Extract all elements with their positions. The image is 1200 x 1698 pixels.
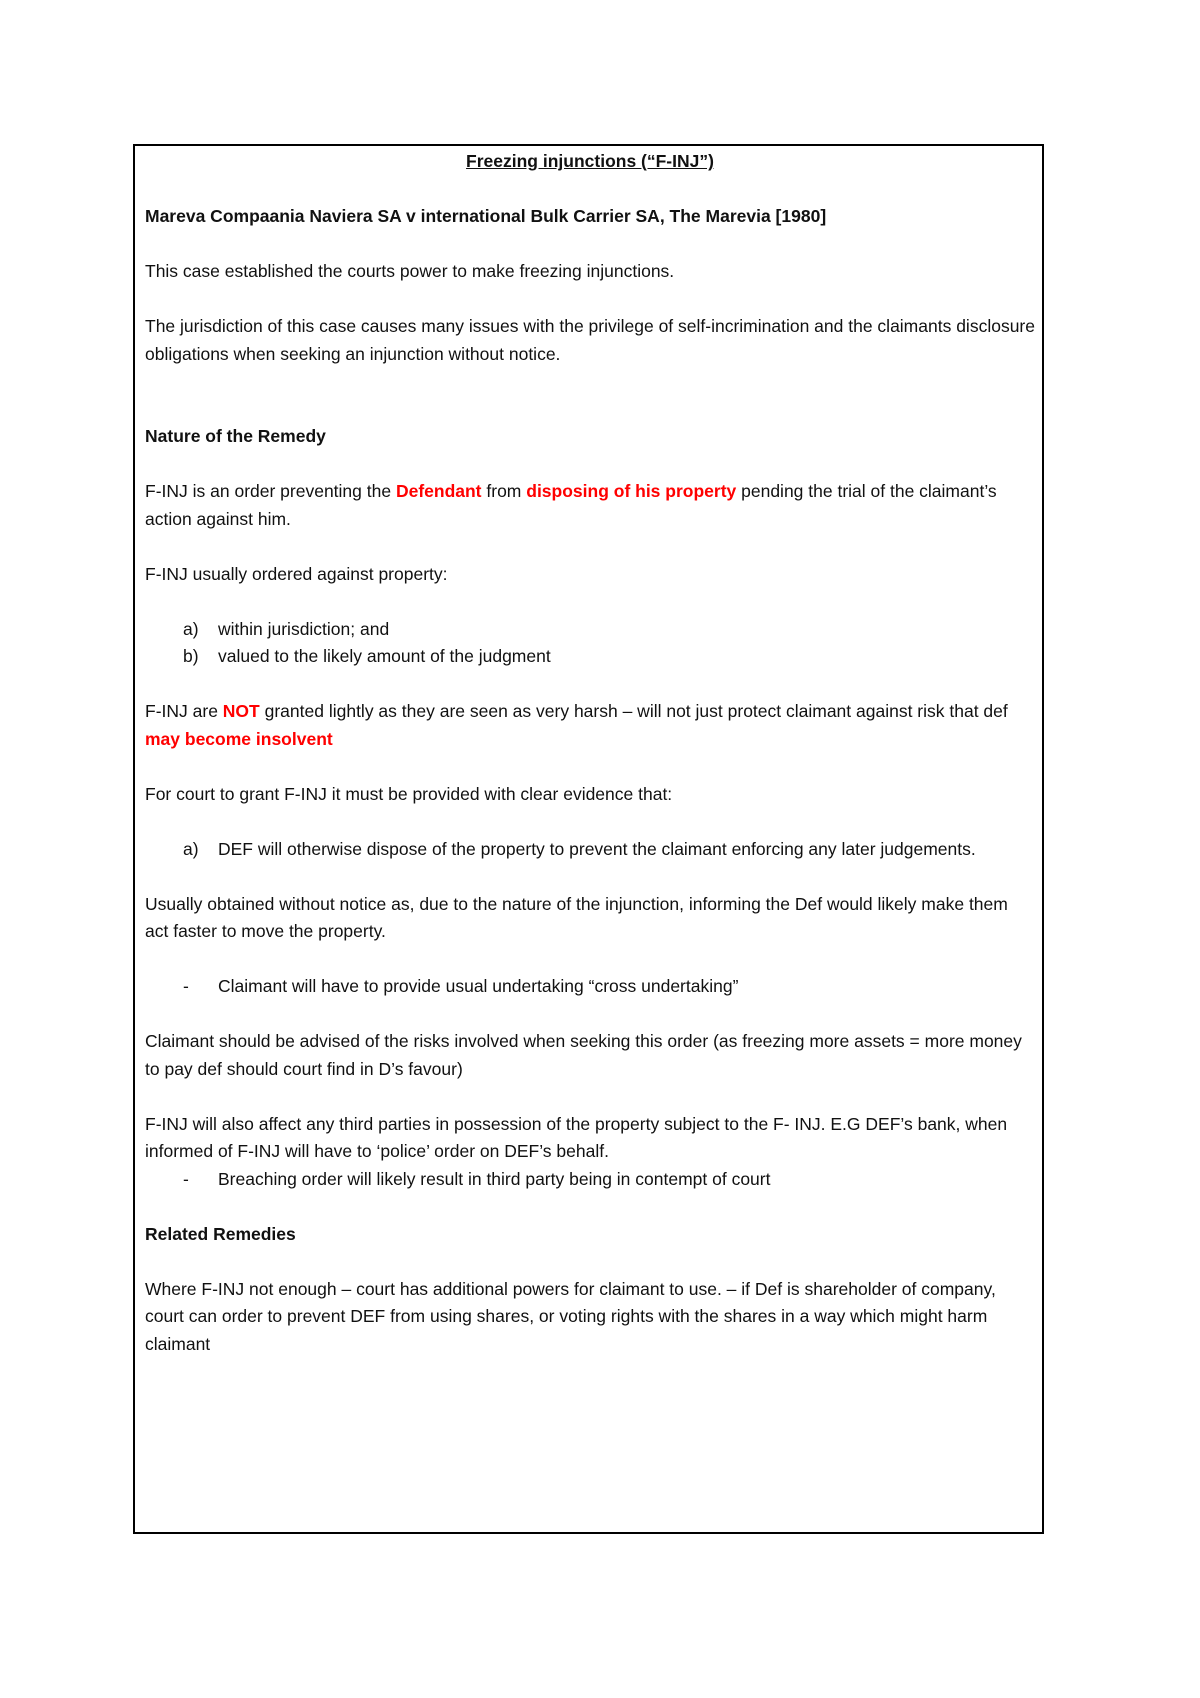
paragraph-jurisdiction: The jurisdiction of this case causes many issues with the privilege of self-incrimination and the claimants disclosure obligations when seeking an injunction without notice.: [145, 316, 1035, 364]
list-item-text: valued to the likely amount of the judgment: [218, 646, 551, 666]
list-marker: b): [183, 646, 199, 666]
list-item: [145, 616, 1035, 644]
paragraph-third-parties: F-INJ will also affect any third parties in possession of the property subject to the F- INJ. E.G DEF’s bank, when informed of F-INJ will have to ‘police’ order on DEF’s behalf.: [145, 1113, 1008, 1161]
paragraph-not-granted: [145, 698, 1035, 753]
paragraph-usually-ordered: F-INJ usually ordered against property:: [145, 563, 448, 584]
dash-item-breaching: [145, 1166, 1035, 1194]
dash-item-text: Breaching order will likely result in third party being in contempt of court: [218, 1168, 771, 1189]
paragraph-risks: Claimant should be advised of the risks involved when seeking this order (as freezing more assets = more money to pay def should court find in D’s favour): [145, 1031, 1022, 1079]
dash-marker: -: [183, 976, 189, 996]
paragraph-evidence: For court to grant F-INJ it must be provided with clear evidence that:: [145, 783, 673, 804]
list-item: [145, 643, 1035, 671]
order-text-1: F-INJ is an order preventing the: [145, 481, 396, 501]
emphasis-disposing: disposing of his property: [526, 481, 737, 501]
emphasis-insolvent: may become insolvent: [145, 728, 333, 749]
list-marker: a): [183, 618, 199, 639]
heading-nature-of-remedy: Nature of the Remedy: [145, 426, 326, 446]
emphasis-defendant: Defendant: [395, 481, 482, 501]
list-item-text: within jurisdiction; and: [218, 618, 390, 639]
order-text-3: pending the trial of the claimant’s action against him.: [145, 481, 997, 529]
document-content: [145, 148, 1035, 1358]
page-title: Freezing injunctions (“F-INJ”): [466, 151, 714, 171]
heading-related-remedies: Related Remedies: [145, 1223, 296, 1244]
dash-item-undertaking: [145, 973, 1035, 1001]
list-item: [145, 836, 1035, 864]
not-granted-text-1: F-INJ are: [145, 701, 223, 721]
emphasis-not: NOT: [222, 701, 260, 721]
dash-item-text: Claimant will have to provide usual undertaking “cross undertaking”: [218, 976, 739, 996]
order-text-2: from: [481, 481, 527, 501]
paragraph-related: Where F-INJ not enough – court has additional powers for claimant to use. – if Def is shareholder of company, court can order to prevent DEF from using shares, or voting rights with the shares in a way which might harm claimant: [145, 1278, 996, 1354]
paragraph-without-notice: Usually obtained without notice as, due to the nature of the injunction, informing the Def would likely make them act faster to move the property.: [145, 893, 1008, 941]
not-granted-text-2: granted lightly as they are seen as very harsh – will not just protect claimant against risk that def: [259, 701, 1008, 721]
paragraph-order: [145, 478, 1035, 533]
paragraph-established: This case established the courts power to make freezing injunctions.: [145, 261, 675, 281]
list-marker: a): [183, 838, 199, 859]
case-title: Mareva Compaania Naviera SA v international Bulk Carrier SA, The Marevia [1980]: [145, 206, 827, 226]
dash-marker: -: [183, 1168, 189, 1189]
list-item-text: DEF will otherwise dispose of the property to prevent the claimant enforcing any later judgements.: [218, 838, 976, 859]
